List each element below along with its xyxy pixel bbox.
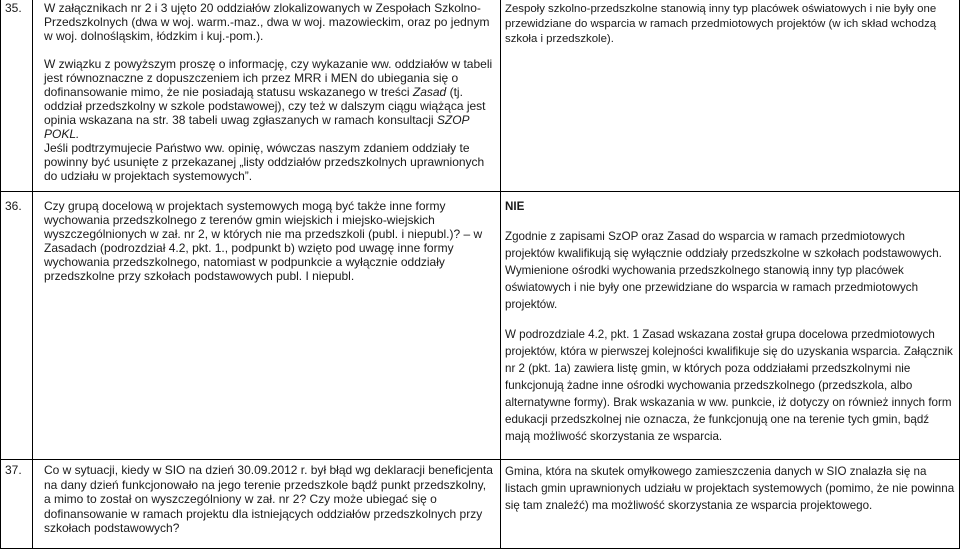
row-number: 35.	[5, 1, 22, 15]
table-row	[1, 0, 959, 192]
question-cell	[44, 199, 496, 283]
question-text: W związku z powyższym proszę o informację, czy wykazanie ww. oddziałów w tabeli jest równoznaczne z dopuszczeniem ich przez MRR i MEN do ubiegania się o dofinansowanie mimo, że nie posiadają statusu wskazanego w treści	[44, 57, 493, 99]
answer-cell	[505, 463, 955, 514]
column-divider	[500, 0, 501, 191]
column-divider	[500, 192, 501, 459]
table-row	[1, 192, 959, 460]
answer-paragraph: Gmina, która na skutek omyłkowego zamieszczenia danych w SIO znalazła się na listach gmin uprawnionych udziału w projektach systemowych (pomimo, że nie powinna się tam znaleźć) ma możliwość skorzystania ze wsparcia projektowego.	[505, 465, 955, 512]
question-paragraph: W załącznikach nr 2 i 3 ujęto 20 oddziałów zlokalizowanych w Zespołach Szkolno-Przedszkolnych (dwa w woj. warm.-maz., dwa w woj. mazowieckim, oraz po jednym w woj. dolnośląskim, łódzkim i kuj.-pom.).	[44, 1, 490, 43]
answer-verdict: NIE	[505, 200, 525, 213]
column-divider	[32, 192, 33, 459]
answer-cell	[505, 198, 955, 445]
answer-paragraph: Zespoły szkolno-przedszkolne stanowią inny typ placówek oświatowych i nie były one przewidziane do wsparcia w ramach przedmiotowych projektów (w ich skład wchodzą szkoła i przedszkole).	[505, 3, 937, 45]
question-paragraph: Czy grupą docelową w projektach systemowych mogą być także inne formy wychowania przedszkolnego z terenów gmin wiejskich i miejsko-wiejskich wyszczególnionych w zał. nr 2, w których nie ma przedszkoli (publ. i niepubl.)? – w Zasadach (podrozdział 4.2, pkt. 1., podpunkt b) wzięto pod uwagę inne formy wychowania przedszkolnego, natomiast w podpunkcie a wyłącznie oddziały przedszkolne przy szkołach podstawowych publ. I niepubl.	[44, 199, 483, 283]
answer-paragraph: W podrozdziale 4.2, pkt. 1 Zasad wskazana został grupa docelowa przedmiotowych projektów, która w pierwszej kolejności kwalifikuje się do uzyskania wsparcia. Załącznik nr 2 (pkt. 1a) zawiera listę gmin, w których poza oddziałami przedszkolnymi nie funkcjonują żadne inne ośrodki wychowania przedszkolnego (przedszkola, albo alternatywne formy). Brak wskazania w ww. punkcie, iż dotyczy on również innych form edukacji przedszkolnej nie oznacza, że funkcjonują one na terenie tych gmin, bądź mają możliwość skorzystania ze wsparcia.	[505, 328, 953, 443]
question-text-italic: Zasad	[412, 85, 447, 99]
answer-cell	[505, 2, 955, 47]
question-text-italic: SZOP POKL.	[44, 113, 470, 141]
column-divider	[32, 460, 33, 548]
answer-paragraph: Zgodnie z zapisami SzOP oraz Zasad do wsparcia w ramach przedmiotowych projektów kwalifikują się wyłącznie oddziały przedszkolne w szkołach podstawowych. Wymienione ośrodki wychowania przedszkolnego stanowią inny typ placówek oświatowych i nie były one przewidziane do wsparcia w ramach przedmiotowych projektów.	[505, 230, 942, 311]
row-number: 36.	[5, 199, 22, 213]
question-paragraph	[44, 57, 496, 141]
row-number: 37.	[5, 463, 22, 477]
column-divider	[32, 0, 33, 191]
question-paragraph: Jeśli podtrzymujecie Państwo ww. opinię, wówczas naszym zdaniem oddziały te powinny być usunięte z przekazanej „listy oddziałów przedszkolnych uprawnionych do udziału w projektach systemowych”.	[44, 141, 485, 183]
question-paragraph: Co w sytuacji, kiedy w SIO na dzień 30.09.2012 r. był błąd wg deklaracji beneficjenta na dany dzień funkcjonowało na jego terenie przedszkole bądź punkt przedszkolny, a mimo to został on wyszczególniony w zał. nr 2? Czy może ubiegać się o dofinansowanie w ramach projektu dla istniejących oddziałów przedszkolnych przy szkołach podstawowych?	[44, 463, 493, 536]
question-cell	[44, 1, 496, 183]
table-row	[1, 460, 959, 549]
question-cell	[44, 463, 496, 536]
question-text: (tj. oddział przedszkolny w szkole podstawowej), czy też w dalszym ciągu wiążąca jest opinia wskazana na str. 38 tabeli uwag zgłaszanych w ramach konsultacji	[44, 85, 486, 127]
column-divider	[500, 460, 501, 548]
